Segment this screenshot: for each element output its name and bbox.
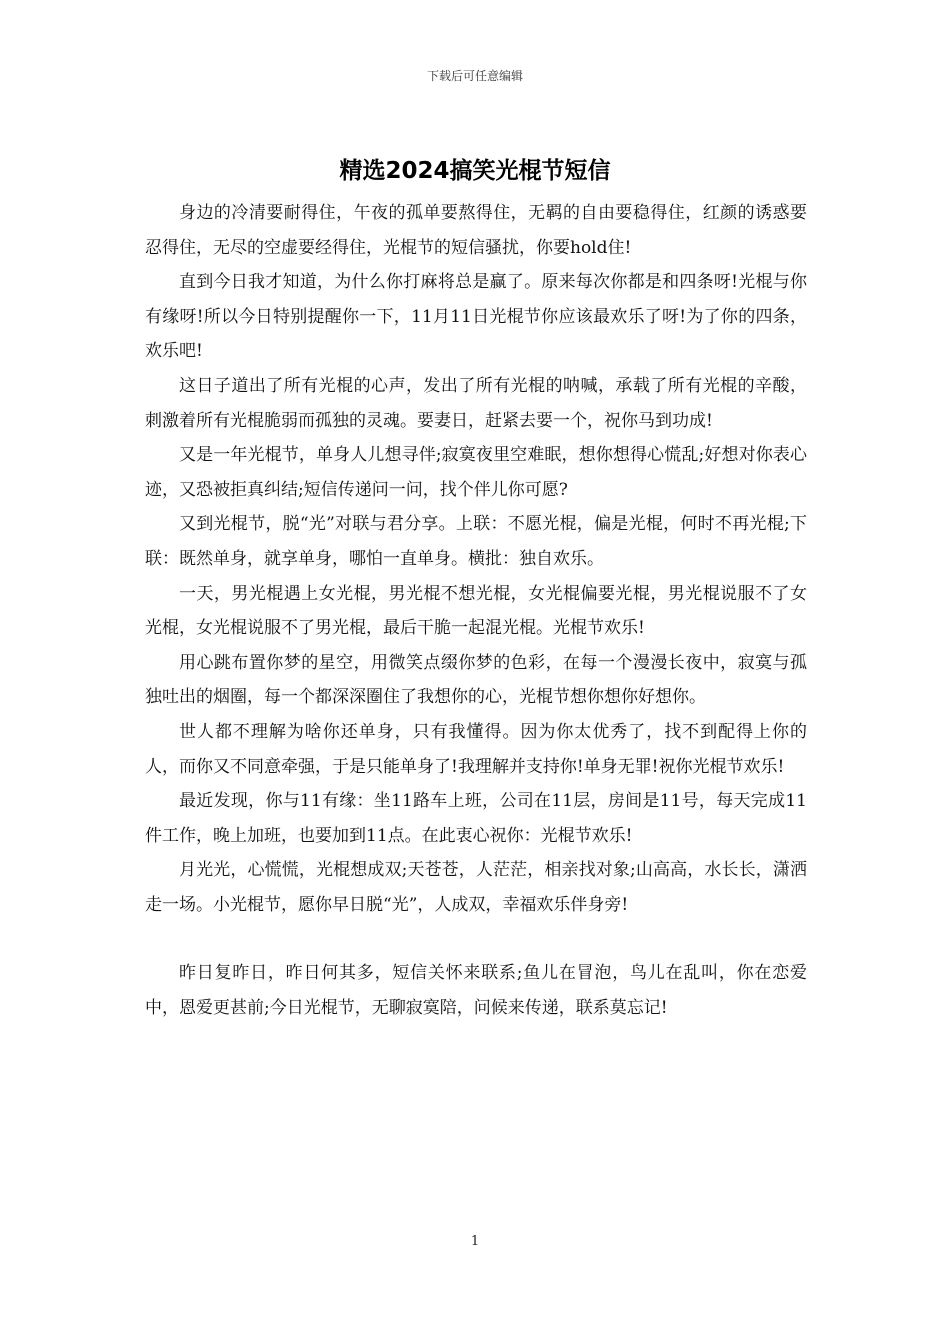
paragraph: 又是一年光棍节，单身人儿想寻伴;寂寞夜里空难眠，想你想得心慌乱;好想对你表心迹，又恐被拒真纠结;短信传递问一问，找个伴儿你可愿? xyxy=(145,445,807,500)
paragraph: 一天，男光棍遇上女光棍，男光棍不想光棍，女光棍偏要光棍，男光棍说服不了女光棍，女光棍说服不了男光棍，最后干脆一起混光棍。光棍节欢乐! xyxy=(145,583,807,639)
page-title: 精选2024搞笑光棍节短信 xyxy=(339,158,611,184)
document-body xyxy=(145,196,807,1026)
paragraph: 世人都不理解为啥你还单身，只有我懂得。因为你太优秀了，找不到配得上你的人，而你又不同意牵强，于是只能单身了!我理解并支持你!单身无罪!祝你光棍节欢乐! xyxy=(145,721,807,777)
page-header: 下载后可任意编辑 xyxy=(426,69,523,83)
paragraph: 月光光，心慌慌，光棍想成双;天苍苍，人茫茫，相亲找对象;山高高，水长长，潇洒走一场。小光棍节，愿你早日脱“光”，人成双，幸福欢乐伴身旁! xyxy=(145,860,807,915)
paragraph-spacer xyxy=(145,922,807,956)
paragraph: 这日子道出了所有光棍的心声，发出了所有光棍的呐喊，承载了所有光棍的辛酸，刺激着所有光棍脆弱而孤独的灵魂。要妻日，赶紧去要一个，祝你马到功成! xyxy=(145,375,807,431)
page-number: 1 xyxy=(470,1234,480,1249)
paragraph: 昨日复昨日，昨日何其多，短信关怀来联系;鱼儿在冒泡，鸟儿在乱叫，你在恋爱中，恩爱更甚前;今日光棍节，无聊寂寞陪，问候来传递，联系莫忘记! xyxy=(145,963,807,1019)
paragraph: 身边的冷清要耐得住，午夜的孤单要熬得住，无羁的自由要稳得住，红颜的诱惑要忍得住，无尽的空虚要经得住，光棍节的短信骚扰，你要hold住! xyxy=(145,203,807,258)
paragraph: 直到今日我才知道，为什么你打麻将总是赢了。原来每次你都是和四条呀!光棍与你有缘呀!所以今日特别提醒你一下，11月11日光棍节你应该最欢乐了呀!为了你的四条，欢乐吧! xyxy=(145,272,807,362)
paragraph: 又到光棍节，脱“光”对联与君分享。上联：不愿光棍，偏是光棍，何时不再光棍;下联：既然单身，就享单身，哪怕一直单身。横批：独自欢乐。 xyxy=(145,514,807,569)
paragraph: 最近发现，你与11有缘：坐11路车上班，公司在11层，房间是11号，每天完成11件工作，晚上加班，也要加到11点。在此衷心祝你：光棍节欢乐! xyxy=(145,791,807,846)
paragraph: 用心跳布置你梦的星空，用微笑点缀你梦的色彩，在每一个漫漫长夜中，寂寞与孤独吐出的烟圈，每一个都深深圈住了我想你的心，光棍节想你想你好想你。 xyxy=(145,652,807,708)
